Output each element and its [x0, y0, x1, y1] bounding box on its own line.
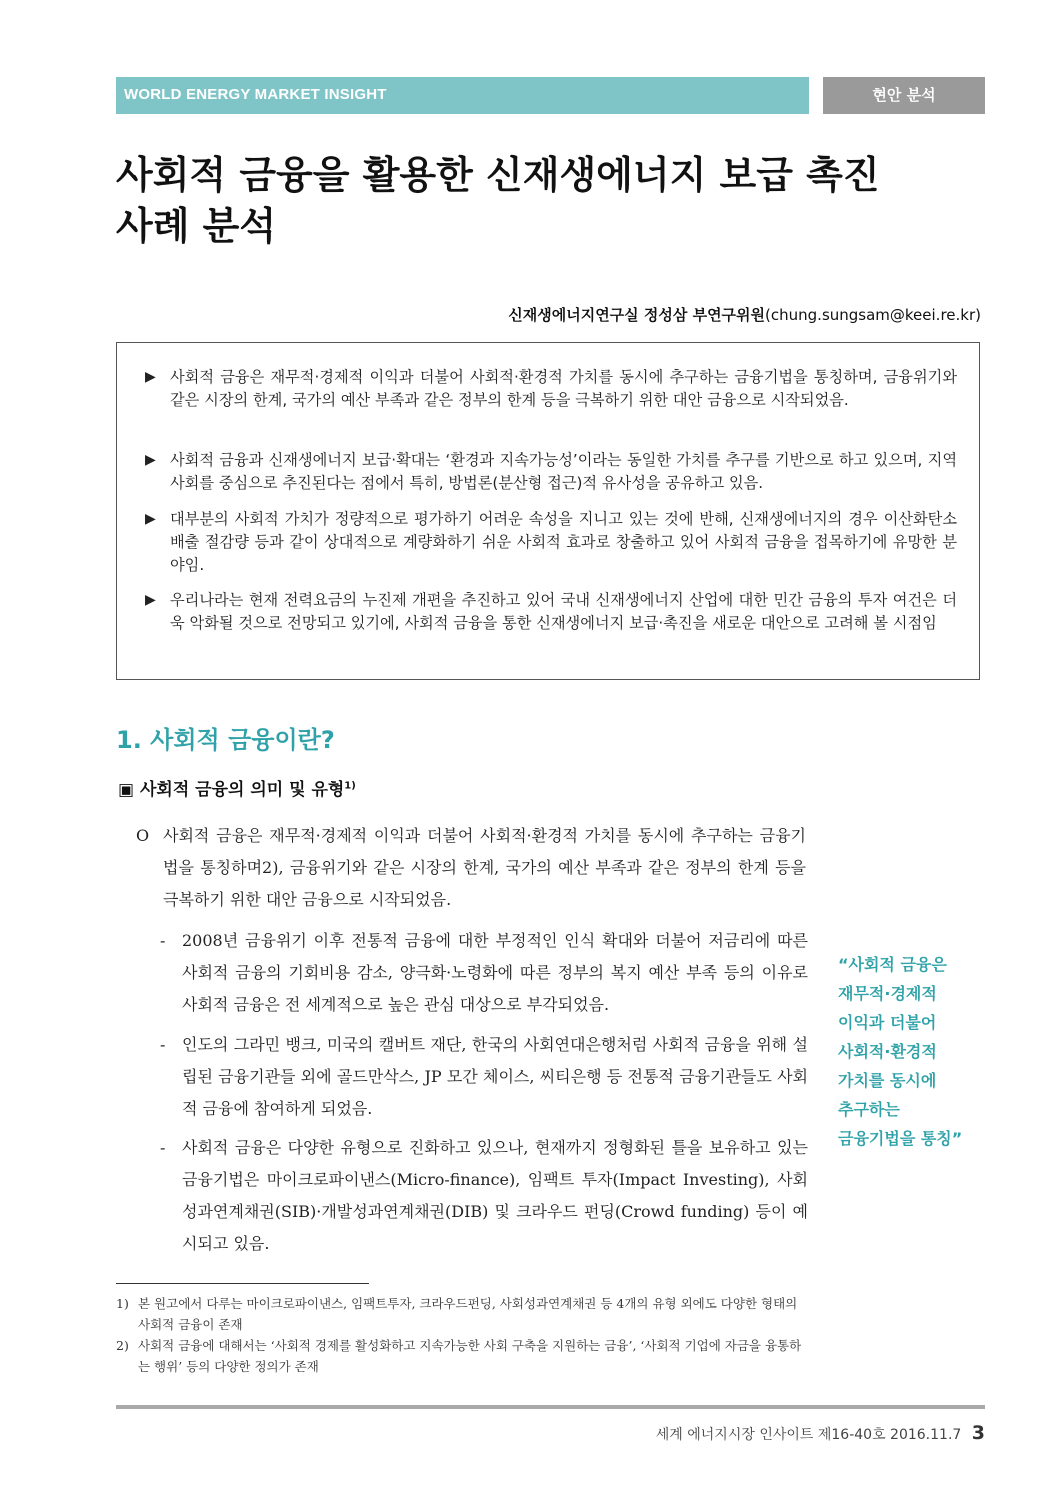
footnote-divider — [116, 1283, 369, 1284]
bullet-text: 사회적 금융은 다양한 유형으로 진화하고 있으나, 현재까지 정형화된 틀을 보유하고 있는 금융기법은 마이크로파이낸스(Micro-finance), 임팩트 투자(Impact Investing), 사회성과연계채권(SIB)·개발성과연계채권(DIB) 및 크라우드 펀딩(Crowd funding) 등이 예시되고 있음. — [182, 1138, 808, 1253]
triangle-bullet-icon: ▶ — [145, 511, 156, 527]
pull-quote-line: “사회적 금융은 — [838, 955, 947, 974]
bullet-text: 2008년 금융위기 이후 전통적 금융에 대한 부정적인 인식 확대와 더불어 저금리에 따른 사회적 금융의 기회비용 감소, 양극화·노령화에 따른 정부의 복지 예산 부족 등의 이유로 사회적 금융은 전 세계적으로 높은 관심 대상으로 부각되었음. — [182, 931, 808, 1014]
pull-quote-line: 추구하는 — [838, 1100, 900, 1119]
article-title — [116, 150, 996, 252]
summary-item — [145, 366, 957, 412]
footnote-number: 1) — [116, 1296, 129, 1311]
summary-item-text: 대부분의 사회적 가치가 정량적으로 평가하기 어려운 속성을 지니고 있는 것에 반해, 신재생에너지의 경우 이산화탄소 배출 절감량 등과 같이 상대적으로 계량화하기 쉬운 사회적 효과로 창출하고 있어 사회적 금융을 접목하기에 유망한 분야임. — [170, 510, 957, 574]
page-footer — [656, 1422, 985, 1444]
summary-item — [145, 449, 957, 495]
pull-quote-line: 가치를 동시에 — [838, 1071, 937, 1090]
summary-item — [145, 589, 957, 635]
dash-bullet-item — [160, 1029, 808, 1125]
page-number: 3 — [971, 1422, 985, 1444]
circle-bullet-icon: O — [136, 826, 150, 845]
section-heading: 1. 사회적 금융이란? — [116, 726, 335, 754]
footnote-number: 2) — [116, 1338, 129, 1353]
title-line-2: 사례 분석 — [116, 204, 277, 248]
pull-quote-line: 재무적·경제적 — [838, 984, 937, 1003]
dash-bullet-icon: - — [160, 1138, 166, 1157]
footer-divider — [116, 1405, 985, 1409]
author-name: 신재생에너지연구실 정성삼 부연구위원 — [508, 306, 766, 324]
footnote — [116, 1293, 809, 1335]
summary-item-text: 우리나라는 현재 전력요금의 누진제 개편을 추진하고 있어 국내 신재생에너지 산업에 대한 민간 금융의 투자 여건은 더욱 악화될 것으로 전망되고 있기에, 사회적 금융을 통한 신재생에너지 보급·촉진을 새로운 대안으로 고려해 볼 시점임 — [170, 591, 957, 632]
footnote-text: 본 원고에서 다루는 마이크로파이낸스, 임팩트투자, 크라우드펀딩, 사회성과연계채권 등 4개의 유형 외에도 다양한 형태의 사회적 금융이 존재 — [138, 1296, 798, 1332]
series-name: WORLD ENERGY MARKET INSIGHT — [124, 86, 387, 103]
summary-box — [116, 342, 980, 680]
dash-bullet-item — [160, 1132, 808, 1260]
footnote-ref: 1) — [344, 780, 356, 792]
dash-bullet-icon: - — [160, 931, 166, 950]
author-email: (chung.sungsam@keei.re.kr) — [765, 306, 981, 324]
subsection-heading — [118, 775, 356, 800]
section-tag-label: 현안 분석 — [872, 86, 936, 104]
pull-quote-line: 사회적·환경적 — [838, 1042, 937, 1061]
author-line — [508, 304, 981, 325]
triangle-bullet-icon: ▶ — [145, 452, 156, 468]
dash-bullet-item — [160, 925, 808, 1021]
summary-item — [145, 508, 957, 577]
footnote-text: 사회적 금융에 대해서는 ‘사회적 경제를 활성화하고 지속가능한 사회 구축을 지원하는 금융’, ‘사회적 기업에 자금을 융통하는 행위’ 등의 다양한 정의가 존재 — [138, 1338, 802, 1374]
bullet-text: 인도의 그라민 뱅크, 미국의 캘버트 재단, 한국의 사회연대은행처럼 사회적 금융을 위해 설립된 금융기관들 외에 골드만삭스, JP 모간 체이스, 씨티은행 등 전통적 금융기관들도 사회적 금융에 참여하게 되었음. — [182, 1035, 808, 1118]
footnote — [116, 1335, 809, 1377]
paragraph-text: 사회적 금융은 재무적·경제적 이익과 더불어 사회적·환경적 가치를 동시에 추구하는 금융기법을 통칭하며2), 금융위기와 같은 시장의 한계, 국가의 예산 부족과 같은 정부의 한계 등을 극복하기 위한 대안 금융으로 시작되었음. — [163, 826, 806, 909]
summary-item-text: 사회적 금융과 신재생에너지 보급·확대는 ‘환경과 지속가능성’이라는 동일한 가치를 추구를 기반으로 하고 있으며, 지역사회를 중심으로 추진된다는 점에서 특히, 방법론(분산형 접근)적 유사성을 공유하고 있음. — [170, 451, 957, 492]
body-paragraph — [136, 820, 806, 916]
summary-item-text: 사회적 금융은 재무적·경제적 이익과 더불어 사회적·환경적 가치를 동시에 추구하는 금융기법을 통칭하며, 금융위기와 같은 시장의 한계, 국가의 예산 부족과 같은 정부의 한계 등을 극복하기 위한 대안 금융으로 시작되었음. — [170, 368, 957, 409]
header-series-bar — [116, 77, 809, 114]
header-section-tag — [823, 77, 985, 114]
triangle-bullet-icon: ▶ — [145, 369, 156, 385]
pull-quote-line: 금융기법을 통칭” — [838, 1129, 963, 1148]
dash-bullet-icon: - — [160, 1035, 166, 1054]
subsection-title: ▣ 사회적 금융의 의미 및 유형 — [118, 780, 345, 800]
pull-quote — [838, 950, 988, 1153]
title-line-1: 사회적 금융을 활용한 신재생에너지 보급 촉진 — [116, 153, 880, 197]
pull-quote-line: 이익과 더불어 — [838, 1013, 937, 1032]
publication-name: 세계 에너지시장 인사이트 — [655, 1427, 814, 1443]
issue-info: 제16-40호 2016.11.7 — [817, 1427, 962, 1443]
triangle-bullet-icon: ▶ — [145, 592, 156, 608]
